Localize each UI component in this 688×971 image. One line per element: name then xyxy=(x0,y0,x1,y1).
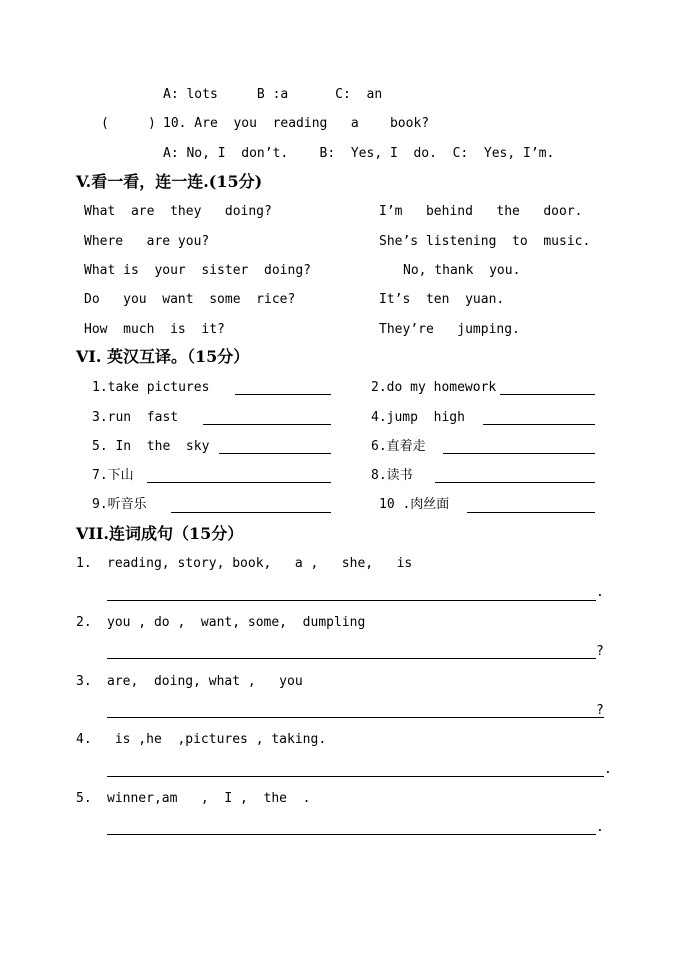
match-right-3[interactable]: No, thank you. xyxy=(403,263,521,278)
answer-line-5[interactable] xyxy=(219,453,331,454)
match-left-1[interactable]: What are they doing? xyxy=(84,204,272,219)
sentence-number-3: 3. xyxy=(76,674,92,689)
answer-line-7[interactable] xyxy=(147,482,331,483)
match-right-4[interactable]: It’s ten yuan. xyxy=(379,292,505,307)
sentence-end-5: . xyxy=(596,820,604,835)
sentence-end-4: . xyxy=(604,762,612,777)
translate-item-3: 3.run fast xyxy=(92,410,179,425)
translate-item-9: 9.听音乐 xyxy=(92,497,147,512)
sentence-answer-line-1[interactable] xyxy=(107,600,596,601)
sentence-number-1: 1. xyxy=(76,556,92,571)
match-right-2[interactable]: She’s listening to music. xyxy=(379,234,591,249)
q9-options: A: lots B :a C: an xyxy=(163,87,383,102)
sentence-words-5: winner,am , I , the . xyxy=(107,791,311,806)
answer-line-8[interactable] xyxy=(435,482,595,483)
answer-line-10[interactable] xyxy=(467,512,595,513)
sentence-number-4: 4. xyxy=(76,732,92,747)
answer-line-4[interactable] xyxy=(483,424,595,425)
translate-item-7: 7.下山 xyxy=(92,468,134,483)
answer-line-2[interactable] xyxy=(500,394,595,395)
sentence-number-2: 2. xyxy=(76,615,92,630)
translate-item-2: 2.do my homework xyxy=(371,380,497,395)
match-left-5[interactable]: How much is it? xyxy=(84,322,225,337)
translate-item-1: 1.take pictures xyxy=(92,380,210,395)
sentence-answer-line-3[interactable] xyxy=(107,717,604,718)
q10-answer-paren[interactable]: ( ) xyxy=(101,116,156,131)
match-left-4[interactable]: Do you want some rice? xyxy=(84,292,296,307)
q10-question: 10. Are you reading a book? xyxy=(163,116,430,131)
sentence-words-3: are, doing, what , you xyxy=(107,674,303,689)
q10-options: A: No, I don’t. B: Yes, I do. C: Yes, I’m. xyxy=(163,146,555,161)
translate-item-4: 4.jump high xyxy=(371,410,465,425)
sentence-end-3: ? xyxy=(596,703,604,718)
sentence-end-2: ? xyxy=(596,644,604,659)
sentence-words-1: reading, story, book, a , she, is xyxy=(107,556,413,571)
translate-item-6: 6.直着走 xyxy=(371,439,426,454)
match-left-2[interactable]: Where are you? xyxy=(84,234,210,249)
sentence-words-4: is ,he ,pictures , taking. xyxy=(107,732,327,747)
translate-item-5: 5. In the sky xyxy=(92,439,210,454)
section-vi-title: VI. 英汉互译。（15分） xyxy=(76,347,250,366)
sentence-answer-line-4[interactable] xyxy=(107,776,604,777)
match-left-3[interactable]: What is your sister doing? xyxy=(84,263,311,278)
answer-line-6[interactable] xyxy=(443,453,595,454)
translate-item-8: 8.读书 xyxy=(371,468,413,483)
sentence-number-5: 5. xyxy=(76,791,92,806)
match-right-5[interactable]: They’re jumping. xyxy=(379,322,520,337)
section-v-title: V.看一看，连一连.(15分) xyxy=(76,172,263,191)
answer-line-3[interactable] xyxy=(203,424,331,425)
sentence-answer-line-2[interactable] xyxy=(107,658,596,659)
translate-item-10: 10 .肉丝面 xyxy=(379,497,450,512)
sentence-answer-line-5[interactable] xyxy=(107,834,596,835)
answer-line-1[interactable] xyxy=(235,394,331,395)
answer-line-9[interactable] xyxy=(171,512,331,513)
match-right-1[interactable]: I’m behind the door. xyxy=(379,204,583,219)
section-vii-title: VII.连词成句（15分） xyxy=(76,524,244,543)
sentence-end-1: . xyxy=(596,585,604,600)
sentence-words-2: you , do , want, some, dumpling xyxy=(107,615,366,630)
